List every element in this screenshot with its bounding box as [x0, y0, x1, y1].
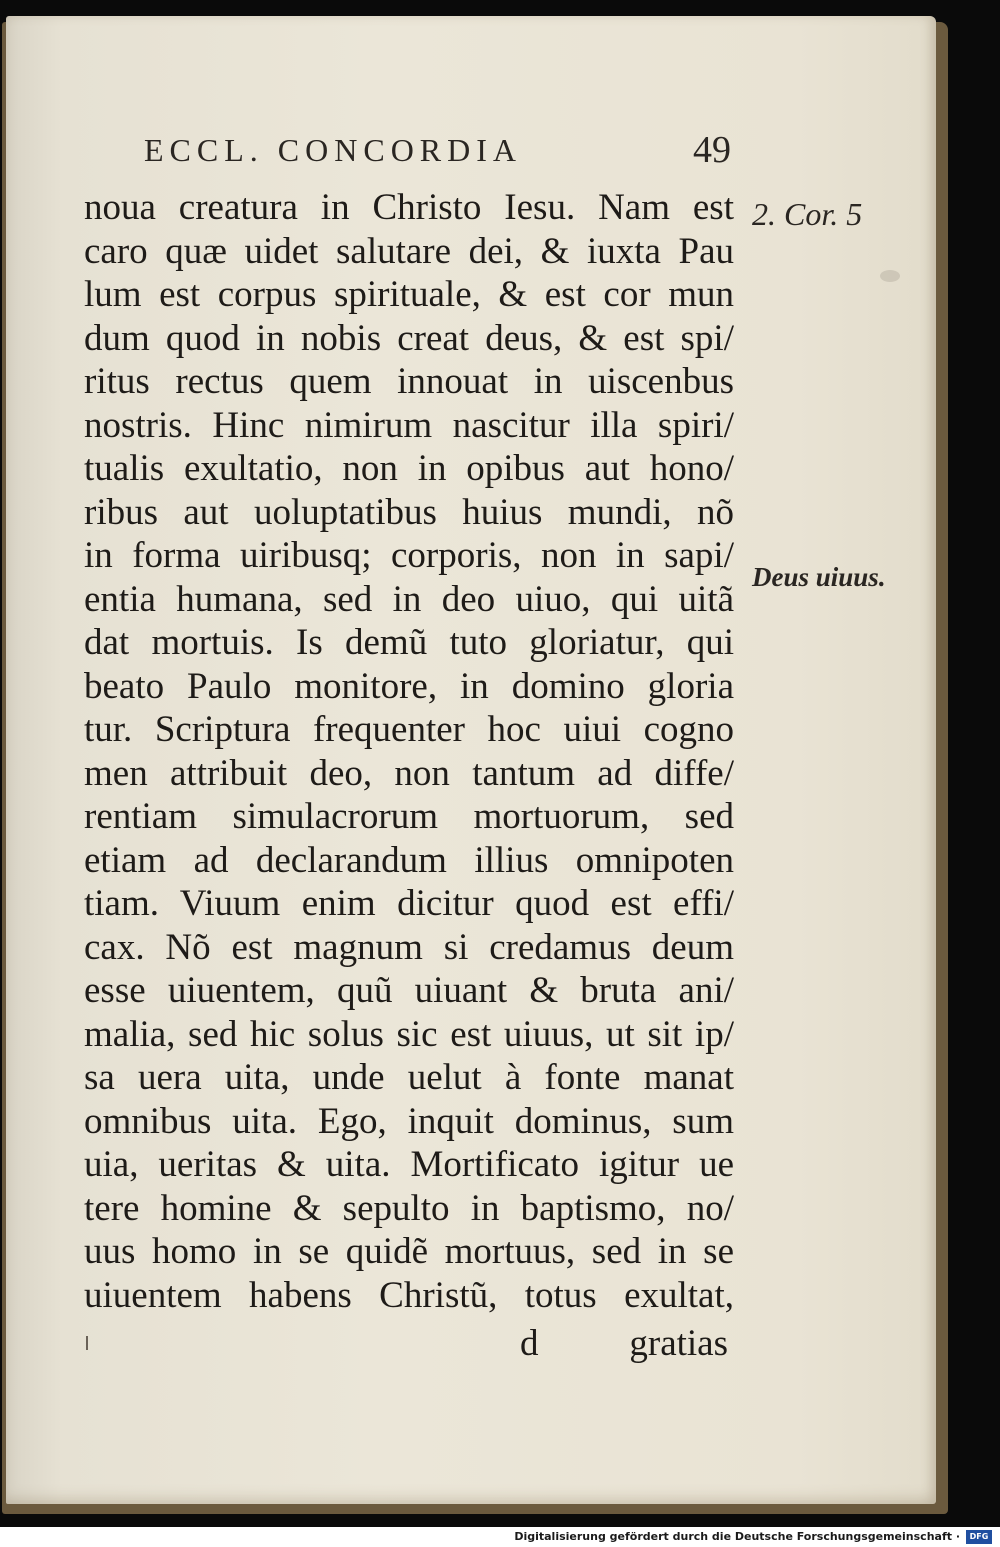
text-line: malia, sed hic solus sic est uiuus, ut sit ip/ — [84, 1013, 734, 1055]
text-line: rentiam simulacrorum mortuorum, sed — [84, 796, 734, 837]
running-head — [140, 128, 735, 172]
text-line: uus homo in se quidẽ mortuus, sed in se — [84, 1231, 734, 1272]
text-line: etiam ad declarandum illius omnipoten — [84, 839, 734, 881]
text-line: nostris. Hinc nimirum nascitur illa spiri/ — [84, 404, 734, 446]
text-line: men attribuit deo, non tantum ad diffe/ — [84, 752, 734, 794]
text-line: entia humana, sed in deo uiuo, qui uitã — [84, 578, 734, 620]
catch-line — [84, 1322, 734, 1366]
catchword: gratias — [629, 1323, 728, 1364]
text-line: beato Paulo monitore, in domino gloria — [84, 665, 734, 707]
running-title: ECCL. CONCORDIA — [144, 132, 523, 168]
text-line: dat mortuis. Is demũ tuto gloriatur, qui — [84, 622, 734, 663]
text-line: uia, ueritas & uita. Mortificato igitur ue — [84, 1144, 734, 1185]
text-line: omnibus uita. Ego, inquit dominus, sum — [84, 1100, 734, 1142]
text-line: esse uiuentem, quũ uiuant & bruta ani/ — [84, 970, 734, 1011]
text-line: tere homine & sepulto in baptismo, no/ — [84, 1187, 734, 1229]
text-line: caro quæ uidet salutare dei, & iuxta Pau — [84, 230, 734, 272]
marginal-note-cor: 2. Cor. 5 — [752, 196, 863, 232]
text-line: lum est corpus spirituale, & est cor mun — [84, 274, 734, 315]
text-line: tur. Scriptura frequenter hoc uiui cogno — [84, 709, 734, 750]
page-number: 49 — [693, 129, 731, 171]
text-line: tualis exultatio, non in opibus aut hono/ — [84, 448, 734, 489]
text-line: cax. Nõ est magnum si credamus deum — [84, 926, 734, 968]
text-line: dum quod in nobis creat deus, & est spi/ — [84, 317, 734, 359]
signature-mark: d — [520, 1323, 539, 1364]
text-line: ritus rectus quem innouat in uiscenbus — [84, 361, 734, 402]
ink-mark — [86, 1336, 94, 1350]
credit-bar — [0, 1527, 1000, 1547]
marginal-note-deus-uiuus: Deus uiuus. — [752, 562, 886, 592]
text-line: in forma uiribusq; corporis, non in sapi/ — [84, 535, 734, 576]
funding-credit: Digitalisierung gefördert durch die Deutsche Forschungsgemeinschaft · — [514, 1530, 960, 1543]
text-line: ribus aut uoluptatibus huius mundi, nõ — [84, 491, 734, 533]
paper-stain — [880, 270, 900, 282]
text-line: tiam. Viuum enim dicitur quod est effi/ — [84, 883, 734, 924]
text-line: sa uera uita, unde uelut à fonte manat — [84, 1057, 734, 1098]
main-text-block — [84, 186, 734, 1317]
text-line: noua creatura in Christo Iesu. Nam est — [84, 187, 734, 228]
dfg-logo: DFG — [966, 1530, 992, 1544]
text-line: uiuentem habens Christũ, totus exultat, — [84, 1274, 734, 1316]
